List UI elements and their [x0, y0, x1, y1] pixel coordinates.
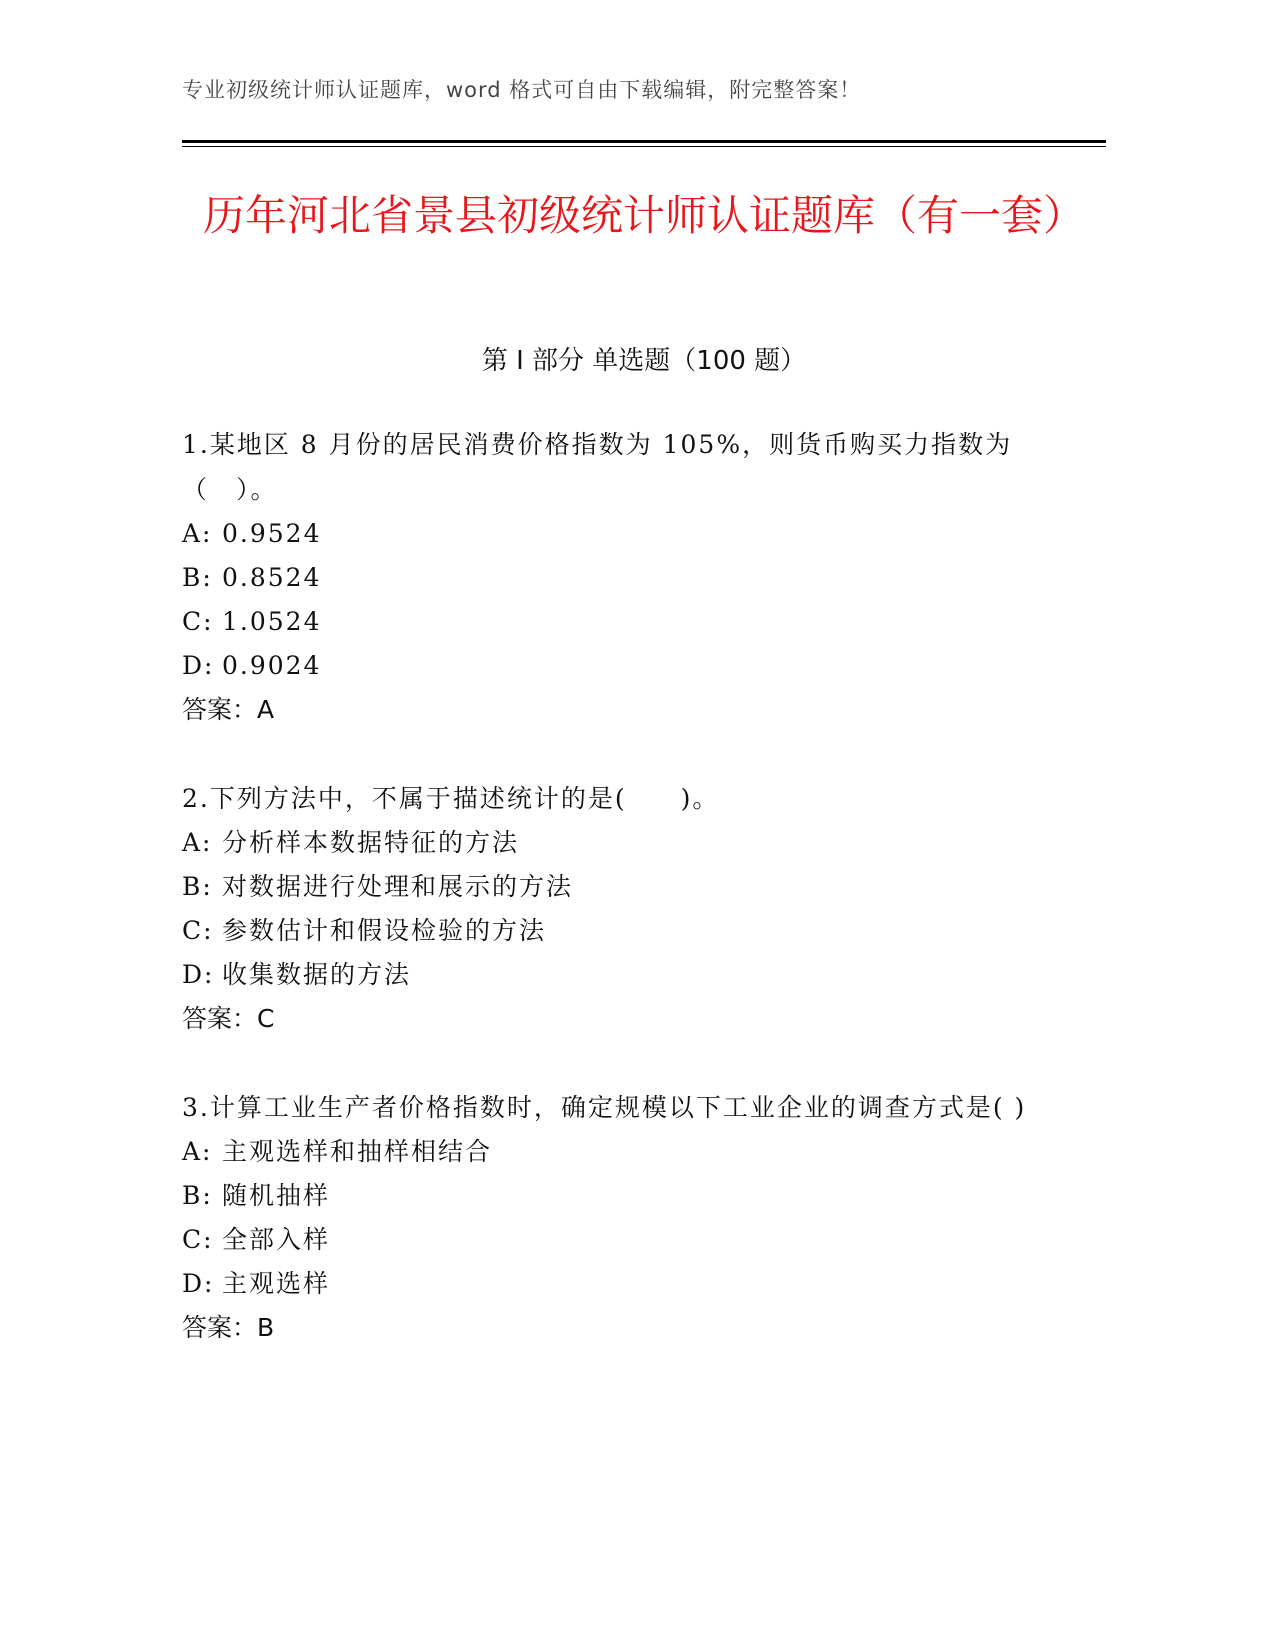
question-stem: 2.下列方法中，不属于描述统计的是( )。: [182, 784, 720, 813]
option-a: [182, 821, 1062, 865]
option-key: C:: [182, 1225, 214, 1254]
option-key: B:: [182, 872, 213, 901]
question-1: [182, 422, 1062, 732]
option-text: 主观选样: [222, 1269, 331, 1298]
option-d: [182, 644, 1062, 688]
header-rule-thick: [182, 140, 1106, 143]
answer: 答案：C: [182, 1004, 275, 1033]
option-key: B:: [182, 1181, 213, 1210]
option-text: 分析样本数据特征的方法: [222, 828, 520, 857]
option-key: B:: [182, 563, 213, 592]
section-title: 第 I 部分 单选题（100 题）: [481, 346, 807, 376]
option-text: 0.8524: [222, 563, 322, 592]
option-c: [182, 600, 1062, 644]
option-d: [182, 953, 1062, 997]
option-key: A:: [182, 1137, 213, 1166]
option-a: [182, 512, 1062, 556]
option-text: 参数估计和假设检验的方法: [222, 916, 547, 945]
option-b: [182, 865, 1062, 909]
option-key: D:: [182, 651, 215, 680]
option-text: 0.9524: [222, 519, 322, 548]
option-text: 1.0524: [222, 607, 322, 636]
option-key: D:: [182, 960, 215, 989]
question-stem: 1.某地区 8 月份的居民消费价格指数为 105%，则货币购买力指数为（ ）。: [182, 430, 1013, 504]
option-text: 随机抽样: [222, 1181, 331, 1210]
option-a: [182, 1130, 1062, 1174]
option-key: C:: [182, 916, 214, 945]
question-stem: 3.计算工业生产者价格指数时，确定规模以下工业企业的调查方式是( ): [182, 1093, 1027, 1122]
question-3: [182, 1085, 1062, 1350]
option-b: [182, 556, 1062, 600]
option-text: 收集数据的方法: [222, 960, 412, 989]
option-text: 全部入样: [222, 1225, 331, 1254]
header-rule-thin: [182, 146, 1106, 147]
option-c: [182, 1218, 1062, 1262]
option-b: [182, 1174, 1062, 1218]
option-c: [182, 909, 1062, 953]
option-key: D:: [182, 1269, 215, 1298]
question-list: [182, 422, 1062, 1394]
option-text: 0.9024: [222, 651, 322, 680]
document-title: 历年河北省景县初级统计师认证题库（有一套）: [202, 191, 1085, 240]
answer: 答案：B: [182, 1313, 275, 1342]
option-d: [182, 1262, 1062, 1306]
option-text: 主观选样和抽样相结合: [222, 1137, 493, 1166]
header-note: 专业初级统计师认证题库，word 格式可自由下载编辑，附完整答案！: [182, 78, 862, 102]
option-key: A:: [182, 519, 213, 548]
option-key: A:: [182, 828, 213, 857]
option-text: 对数据进行处理和展示的方法: [222, 872, 574, 901]
answer: 答案：A: [182, 695, 275, 724]
option-key: C:: [182, 607, 214, 636]
question-2: [182, 776, 1062, 1041]
